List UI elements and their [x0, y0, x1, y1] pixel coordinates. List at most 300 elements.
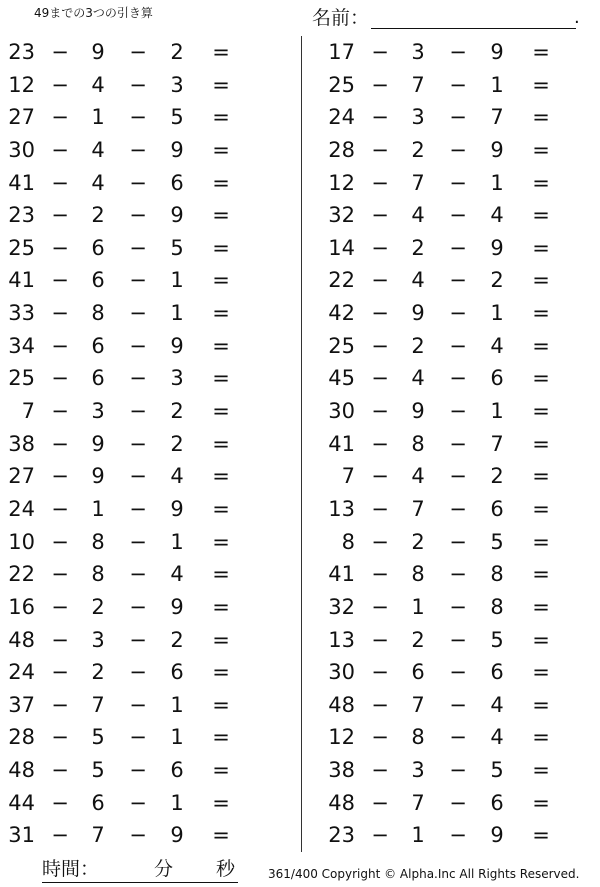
subtrahend-1: 8 — [91, 562, 105, 587]
equals-sign: = — [212, 594, 230, 619]
minus-sign: − — [51, 40, 69, 64]
minus-sign: − — [51, 333, 69, 358]
problem-row — [0, 264, 270, 297]
minus-sign: − — [371, 366, 389, 391]
subtrahend-1: 9 — [91, 431, 105, 456]
subtrahend-2: 2 — [170, 627, 184, 652]
equals-sign: = — [212, 333, 230, 358]
subtrahend-2: 1 — [490, 170, 504, 195]
problem-row — [320, 460, 590, 493]
subtrahend-1: 4 — [411, 366, 425, 391]
subtrahend-2: 5 — [490, 529, 504, 554]
minus-sign: − — [371, 399, 389, 424]
problem-row — [0, 330, 270, 363]
equals-sign: = — [212, 464, 230, 489]
time-label: 時間： — [42, 858, 100, 880]
minus-sign: − — [371, 170, 389, 195]
equals-sign: = — [212, 40, 230, 64]
problem-row — [0, 199, 270, 232]
minuend: 33 — [8, 301, 35, 326]
equals-sign: = — [212, 725, 230, 750]
problem-row — [0, 656, 270, 689]
problem-row — [320, 134, 590, 167]
minus-sign: − — [51, 790, 69, 815]
equals-sign: = — [532, 40, 550, 64]
minus-sign: − — [129, 431, 147, 456]
problem-row — [320, 362, 590, 395]
equals-sign: = — [532, 464, 550, 489]
equals-sign: = — [532, 170, 550, 195]
minus-sign: − — [371, 464, 389, 489]
subtrahend-2: 8 — [490, 562, 504, 587]
equals-sign: = — [212, 627, 230, 652]
minuend: 10 — [8, 529, 35, 554]
minus-sign: − — [371, 594, 389, 619]
problem-row — [320, 721, 590, 754]
minuend: 23 — [328, 823, 355, 848]
subtrahend-1: 1 — [411, 594, 425, 619]
minus-sign: − — [129, 725, 147, 750]
minus-sign: − — [129, 72, 147, 97]
equals-sign: = — [532, 562, 550, 587]
subtrahend-2: 3 — [170, 72, 184, 97]
equals-sign: = — [212, 431, 230, 456]
subtrahend-1: 9 — [91, 40, 105, 64]
subtrahend-2: 1 — [490, 72, 504, 97]
subtrahend-1: 8 — [91, 301, 105, 326]
minus-sign: − — [449, 366, 467, 391]
problem-row — [320, 232, 590, 265]
problem-row — [0, 428, 270, 461]
minus-sign: − — [51, 496, 69, 521]
subtrahend-2: 9 — [170, 823, 184, 848]
minus-sign: − — [371, 333, 389, 358]
problem-row — [320, 526, 590, 559]
minuend: 34 — [8, 333, 35, 358]
subtrahend-2: 4 — [170, 464, 184, 489]
minus-sign: − — [371, 235, 389, 260]
subtrahend-2: 2 — [170, 40, 184, 64]
subtrahend-1: 7 — [411, 72, 425, 97]
problem-column-left — [0, 36, 270, 852]
subtrahend-2: 9 — [170, 594, 184, 619]
minuend: 41 — [8, 170, 35, 195]
equals-sign: = — [212, 529, 230, 554]
subtrahend-2: 4 — [490, 333, 504, 358]
minus-sign: − — [371, 725, 389, 750]
subtrahend-1: 4 — [91, 170, 105, 195]
problem-row — [0, 819, 270, 852]
minuend: 38 — [328, 758, 355, 783]
minuend: 17 — [328, 40, 355, 64]
subtrahend-1: 1 — [91, 496, 105, 521]
subtrahend-1: 7 — [411, 692, 425, 717]
subtrahend-2: 8 — [490, 594, 504, 619]
minus-sign: − — [371, 692, 389, 717]
equals-sign: = — [532, 594, 550, 619]
subtrahend-2: 9 — [490, 137, 504, 162]
subtrahend-1: 8 — [91, 529, 105, 554]
minus-sign: − — [449, 496, 467, 521]
subtrahend-2: 9 — [490, 235, 504, 260]
minus-sign: − — [51, 758, 69, 783]
minus-sign: − — [129, 692, 147, 717]
minus-sign: − — [51, 170, 69, 195]
minus-sign: − — [129, 529, 147, 554]
minus-sign: − — [129, 627, 147, 652]
minuend: 25 — [328, 333, 355, 358]
subtrahend-1: 4 — [411, 203, 425, 228]
minus-sign: − — [51, 431, 69, 456]
equals-sign: = — [532, 366, 550, 391]
time-record — [42, 856, 238, 883]
minus-sign: − — [51, 399, 69, 424]
problem-row — [0, 69, 270, 102]
name-end-mark: . — [574, 7, 580, 28]
minus-sign: − — [449, 40, 467, 64]
equals-sign: = — [532, 790, 550, 815]
equals-sign: = — [212, 823, 230, 848]
minus-sign: − — [51, 627, 69, 652]
minus-sign: − — [51, 301, 69, 326]
problem-row — [0, 232, 270, 265]
subtrahend-2: 1 — [170, 790, 184, 815]
minus-sign: − — [129, 301, 147, 326]
subtrahend-1: 2 — [91, 203, 105, 228]
minuend: 24 — [8, 660, 35, 685]
subtrahend-2: 6 — [490, 496, 504, 521]
minus-sign: − — [51, 72, 69, 97]
minuend: 25 — [8, 235, 35, 260]
equals-sign: = — [212, 137, 230, 162]
seconds-label: 秒 — [216, 858, 236, 880]
minus-sign: − — [371, 790, 389, 815]
minus-sign: − — [449, 529, 467, 554]
minuend: 27 — [8, 105, 35, 130]
minus-sign: − — [129, 170, 147, 195]
minus-sign: − — [129, 464, 147, 489]
subtrahend-2: 1 — [170, 692, 184, 717]
subtrahend-2: 6 — [490, 366, 504, 391]
minuend: 48 — [328, 692, 355, 717]
problem-row — [0, 526, 270, 559]
subtrahend-1: 3 — [411, 105, 425, 130]
problem-row — [0, 493, 270, 526]
minus-sign: − — [51, 203, 69, 228]
equals-sign: = — [212, 366, 230, 391]
minuend: 38 — [8, 431, 35, 456]
minus-sign: − — [371, 137, 389, 162]
minuend: 28 — [8, 725, 35, 750]
subtrahend-1: 5 — [91, 725, 105, 750]
minus-sign: − — [449, 203, 467, 228]
minus-sign: − — [129, 366, 147, 391]
minus-sign: − — [51, 692, 69, 717]
subtrahend-1: 6 — [91, 366, 105, 391]
minuend: 12 — [328, 725, 355, 750]
minuend: 7 — [21, 399, 35, 424]
minus-sign: − — [51, 105, 69, 130]
subtrahend-2: 1 — [490, 399, 504, 424]
equals-sign: = — [212, 72, 230, 97]
subtrahend-2: 3 — [170, 366, 184, 391]
minuend: 32 — [328, 594, 355, 619]
equals-sign: = — [532, 235, 550, 260]
problem-row — [0, 689, 270, 722]
minus-sign: − — [449, 725, 467, 750]
minus-sign: − — [129, 105, 147, 130]
minus-sign: − — [129, 660, 147, 685]
minus-sign: − — [371, 40, 389, 64]
minuend: 24 — [328, 105, 355, 130]
column-divider — [301, 36, 302, 852]
minuend: 27 — [8, 464, 35, 489]
minus-sign: − — [449, 692, 467, 717]
subtrahend-2: 1 — [170, 268, 184, 293]
subtrahend-2: 6 — [170, 660, 184, 685]
subtrahend-1: 7 — [411, 790, 425, 815]
minus-sign: − — [129, 137, 147, 162]
subtrahend-1: 2 — [91, 660, 105, 685]
minuend: 41 — [328, 431, 355, 456]
minus-sign: − — [51, 725, 69, 750]
minuend: 44 — [8, 790, 35, 815]
subtrahend-2: 9 — [170, 496, 184, 521]
minus-sign: − — [371, 823, 389, 848]
problem-row — [320, 69, 590, 102]
minuend: 32 — [328, 203, 355, 228]
subtrahend-2: 1 — [490, 301, 504, 326]
minutes-label: 分 — [154, 858, 174, 880]
minus-sign: − — [129, 40, 147, 64]
problem-row — [320, 591, 590, 624]
subtrahend-1: 3 — [411, 40, 425, 64]
minuend: 25 — [328, 72, 355, 97]
name-write-line — [371, 28, 576, 29]
problem-row — [0, 362, 270, 395]
problem-row — [0, 754, 270, 787]
equals-sign: = — [532, 660, 550, 685]
problem-row — [320, 264, 590, 297]
minus-sign: − — [449, 464, 467, 489]
subtrahend-2: 9 — [490, 40, 504, 64]
subtrahend-1: 3 — [91, 399, 105, 424]
minuend: 48 — [8, 627, 35, 652]
minus-sign: − — [51, 562, 69, 587]
problem-column-right — [320, 36, 590, 852]
minuend: 8 — [341, 529, 355, 554]
equals-sign: = — [532, 203, 550, 228]
problem-row — [320, 428, 590, 461]
minus-sign: − — [51, 235, 69, 260]
minuend: 14 — [328, 235, 355, 260]
subtrahend-2: 5 — [170, 105, 184, 130]
minuend: 41 — [328, 562, 355, 587]
minuend: 30 — [328, 399, 355, 424]
minus-sign: − — [371, 496, 389, 521]
equals-sign: = — [532, 301, 550, 326]
equals-sign: = — [212, 790, 230, 815]
subtrahend-1: 2 — [411, 333, 425, 358]
minus-sign: − — [449, 235, 467, 260]
problem-row — [0, 624, 270, 657]
minus-sign: − — [129, 235, 147, 260]
minuend: 23 — [8, 203, 35, 228]
minus-sign: − — [51, 268, 69, 293]
problem-row — [320, 493, 590, 526]
subtrahend-2: 9 — [490, 823, 504, 848]
subtrahend-2: 2 — [490, 464, 504, 489]
equals-sign: = — [532, 496, 550, 521]
problem-row — [320, 558, 590, 591]
minus-sign: − — [51, 464, 69, 489]
subtrahend-2: 9 — [170, 333, 184, 358]
subtrahend-2: 5 — [490, 627, 504, 652]
subtrahend-1: 8 — [411, 725, 425, 750]
equals-sign: = — [532, 758, 550, 783]
problem-row — [320, 297, 590, 330]
equals-sign: = — [212, 692, 230, 717]
minus-sign: − — [371, 105, 389, 130]
equals-sign: = — [212, 301, 230, 326]
equals-sign: = — [212, 758, 230, 783]
minuend: 12 — [328, 170, 355, 195]
problem-row — [0, 460, 270, 493]
minus-sign: − — [51, 594, 69, 619]
subtrahend-1: 3 — [91, 627, 105, 652]
minus-sign: − — [449, 301, 467, 326]
minus-sign: − — [449, 594, 467, 619]
subtrahend-1: 9 — [411, 301, 425, 326]
subtrahend-1: 3 — [411, 758, 425, 783]
equals-sign: = — [212, 268, 230, 293]
minus-sign: − — [129, 758, 147, 783]
equals-sign: = — [532, 333, 550, 358]
minus-sign: − — [449, 758, 467, 783]
minuend: 28 — [328, 137, 355, 162]
minus-sign: − — [449, 627, 467, 652]
minus-sign: − — [129, 562, 147, 587]
minus-sign: − — [51, 366, 69, 391]
equals-sign: = — [212, 203, 230, 228]
minus-sign: − — [449, 333, 467, 358]
subtrahend-1: 5 — [91, 758, 105, 783]
minus-sign: − — [129, 268, 147, 293]
minus-sign: − — [449, 823, 467, 848]
minus-sign: − — [371, 72, 389, 97]
problem-row — [320, 656, 590, 689]
minus-sign: − — [51, 137, 69, 162]
subtrahend-2: 6 — [490, 790, 504, 815]
minuend: 42 — [328, 301, 355, 326]
equals-sign: = — [532, 431, 550, 456]
problem-row — [0, 395, 270, 428]
minus-sign: − — [449, 790, 467, 815]
problem-row — [0, 167, 270, 200]
subtrahend-1: 8 — [411, 562, 425, 587]
subtrahend-2: 6 — [170, 758, 184, 783]
problem-row — [320, 787, 590, 820]
minus-sign: − — [371, 627, 389, 652]
minuend: 30 — [8, 137, 35, 162]
subtrahend-2: 6 — [170, 170, 184, 195]
minuend: 7 — [341, 464, 355, 489]
minuend: 41 — [8, 268, 35, 293]
subtrahend-1: 7 — [91, 692, 105, 717]
subtrahend-2: 2 — [170, 431, 184, 456]
minus-sign: − — [449, 399, 467, 424]
equals-sign: = — [212, 562, 230, 587]
problem-row — [320, 754, 590, 787]
worksheet-title: 49までの3つの引き算 — [34, 6, 153, 20]
minuend: 48 — [328, 790, 355, 815]
subtrahend-2: 4 — [170, 562, 184, 587]
subtrahend-1: 6 — [411, 660, 425, 685]
subtrahend-1: 2 — [411, 137, 425, 162]
equals-sign: = — [212, 235, 230, 260]
minuend: 25 — [8, 366, 35, 391]
problem-row — [0, 134, 270, 167]
minus-sign: − — [51, 660, 69, 685]
subtrahend-2: 5 — [170, 235, 184, 260]
minuend: 13 — [328, 627, 355, 652]
subtrahend-2: 4 — [490, 203, 504, 228]
minus-sign: − — [449, 137, 467, 162]
minus-sign: − — [129, 399, 147, 424]
minuend: 23 — [8, 40, 35, 64]
minuend: 24 — [8, 496, 35, 521]
subtrahend-2: 7 — [490, 431, 504, 456]
subtrahend-2: 4 — [490, 692, 504, 717]
subtrahend-2: 1 — [170, 529, 184, 554]
problem-row — [320, 167, 590, 200]
subtrahend-1: 7 — [411, 496, 425, 521]
minus-sign: − — [449, 268, 467, 293]
subtrahend-1: 4 — [91, 137, 105, 162]
equals-sign: = — [532, 399, 550, 424]
subtrahend-2: 4 — [490, 725, 504, 750]
subtrahend-1: 2 — [411, 235, 425, 260]
subtrahend-1: 1 — [411, 823, 425, 848]
subtrahend-2: 1 — [170, 725, 184, 750]
subtrahend-1: 6 — [91, 333, 105, 358]
problem-row — [320, 101, 590, 134]
problem-row — [0, 721, 270, 754]
minus-sign: − — [449, 562, 467, 587]
equals-sign: = — [532, 627, 550, 652]
subtrahend-1: 8 — [411, 431, 425, 456]
copyright-notice: 361/400 Copyright © Alpha.Inc All Rights Reserved. — [268, 867, 580, 881]
subtrahend-2: 7 — [490, 105, 504, 130]
subtrahend-1: 7 — [411, 170, 425, 195]
subtrahend-1: 6 — [91, 790, 105, 815]
problem-row — [320, 199, 590, 232]
minus-sign: − — [371, 758, 389, 783]
minus-sign: − — [129, 790, 147, 815]
minus-sign: − — [129, 333, 147, 358]
minus-sign: − — [51, 529, 69, 554]
subtrahend-1: 6 — [91, 268, 105, 293]
minuend: 45 — [328, 366, 355, 391]
problem-row — [320, 624, 590, 657]
minus-sign: − — [371, 203, 389, 228]
equals-sign: = — [532, 529, 550, 554]
subtrahend-1: 1 — [91, 105, 105, 130]
subtrahend-1: 2 — [411, 627, 425, 652]
minus-sign: − — [449, 431, 467, 456]
equals-sign: = — [532, 823, 550, 848]
equals-sign: = — [212, 170, 230, 195]
